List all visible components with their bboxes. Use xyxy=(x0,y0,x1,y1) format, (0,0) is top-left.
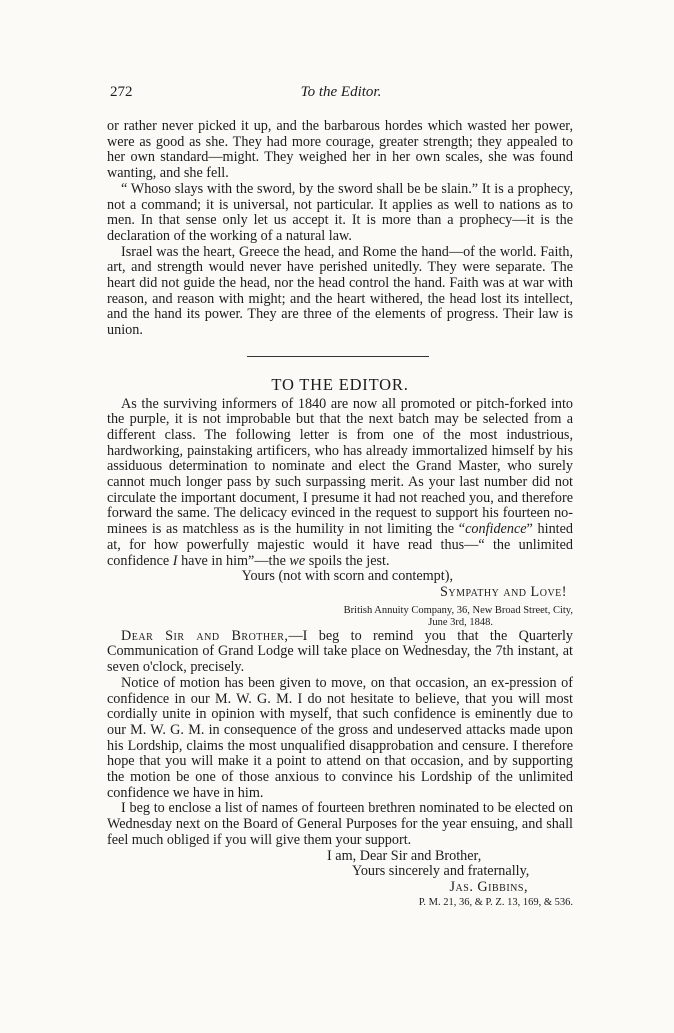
letter-paragraph-3: I beg to enclose a list of names of fourteen brethren nominated to be elected on Wednesday next on the Board of General Purposes for the year ensuing, and shall feel much obliged if you will give them your support. xyxy=(107,800,573,848)
paragraph-israel: Israel was the heart, Greece the head, and Rome the hand—of the world. Faith, art, and strength would never have perished unitedly. They were separate. The heart did not guide the head, nor the head control the hand. Faith was at war with reason, and reason with might; and the heart withered, the head lost its intellect, and the hand its power. They are three of the elements of progress. Their law is union. xyxy=(107,243,573,339)
paragraph-prophecy: “ Whoso slays with the sword, by the sword shall be be slain.” It is a prophecy, not a command; it is universal, not particular. It applies as well to nations as to men. In that sense only let us accept it. It is more than a prophecy—it is the declaration of the working of a natural law. xyxy=(107,180,573,244)
letter-signature: Jas. Gibbins, xyxy=(449,878,528,895)
paragraph-continuation: or rather never picked it up, and the barbarous hordes which wasted her power, were as good as she. They had more courage, greater strength; they appealed to her own standard—might. They weighed her in her own scales, she was found wanting, and she fell. xyxy=(107,118,573,182)
letter-closing-1: I am, Dear Sir and Brother, xyxy=(327,847,482,864)
page-number: 272 xyxy=(110,84,133,100)
section-divider xyxy=(107,339,573,377)
page-header xyxy=(110,84,572,104)
letter-salutation: Dear Sir and Brother, xyxy=(121,627,289,644)
letter-references: P. M. 21, 36, & P. Z. 13, 169, & 536. xyxy=(418,896,573,908)
letter-paragraph-1: Dear Sir and Brother,—I beg to remind you that the Quarterly Communication of Grand Lodge will take place on Wednesday, the 7th instant, at seven o'clock, precisely. xyxy=(107,627,574,676)
intro-signature: Sympathy and Love! xyxy=(439,583,567,600)
letter-closing-2: Yours sincerely and fraternally, xyxy=(352,863,530,880)
letter-paragraph-2: Notice of motion has been given to move, on that occasion, an ex-pression of confidence in our M. W. G. M. I do not hesitate to believe, that you will most cordially unite in opinion with myself, that such confidence is eminently due to our M. W. G. M. in consequence of the gross and undeserved attacks made upon his Lordship, claims the most unqualified disapprobation and censure. I therefore hope that you will make it a point to attend on that occasion, and by supporting the motion be one of those anxious to convince his Lordship of the unlimited confidence we have in him. xyxy=(107,674,573,801)
letter-date: June 3rd, 1848. xyxy=(428,616,493,628)
page-body xyxy=(107,119,573,909)
running-head: To the Editor. xyxy=(300,84,382,100)
paragraph-intro: As the surviving informers of 1840 are now all promoted or pitch-forked into the purple, it is not improbable but that the next batch may be selected from a different class. The following letter is from one of the most industrious, hardworking, painstaking artificers, who has already immortalized himself by his assiduous determination to nominate and elect the Grand Master, who surely cannot much longer pass by such surpassing merit. As your last number did not circulate the important document, I presume it had not reached you, and therefore forward the same. The delicacy evinced in the request to support his fourteen no-minees is as matchless as is the humility in not limiting the “confidence” hinted at, for how powerfully majestic would it have read thus—“ the unlimited confidence I have in him”—the we spoils the jest. xyxy=(107,395,573,569)
letter-address: British Annuity Company, 36, New Broad Street, City, xyxy=(343,604,573,616)
intro-closing: Yours (not with scorn and contempt), xyxy=(241,568,453,585)
section-title: TO THE EDITOR. xyxy=(271,374,409,394)
